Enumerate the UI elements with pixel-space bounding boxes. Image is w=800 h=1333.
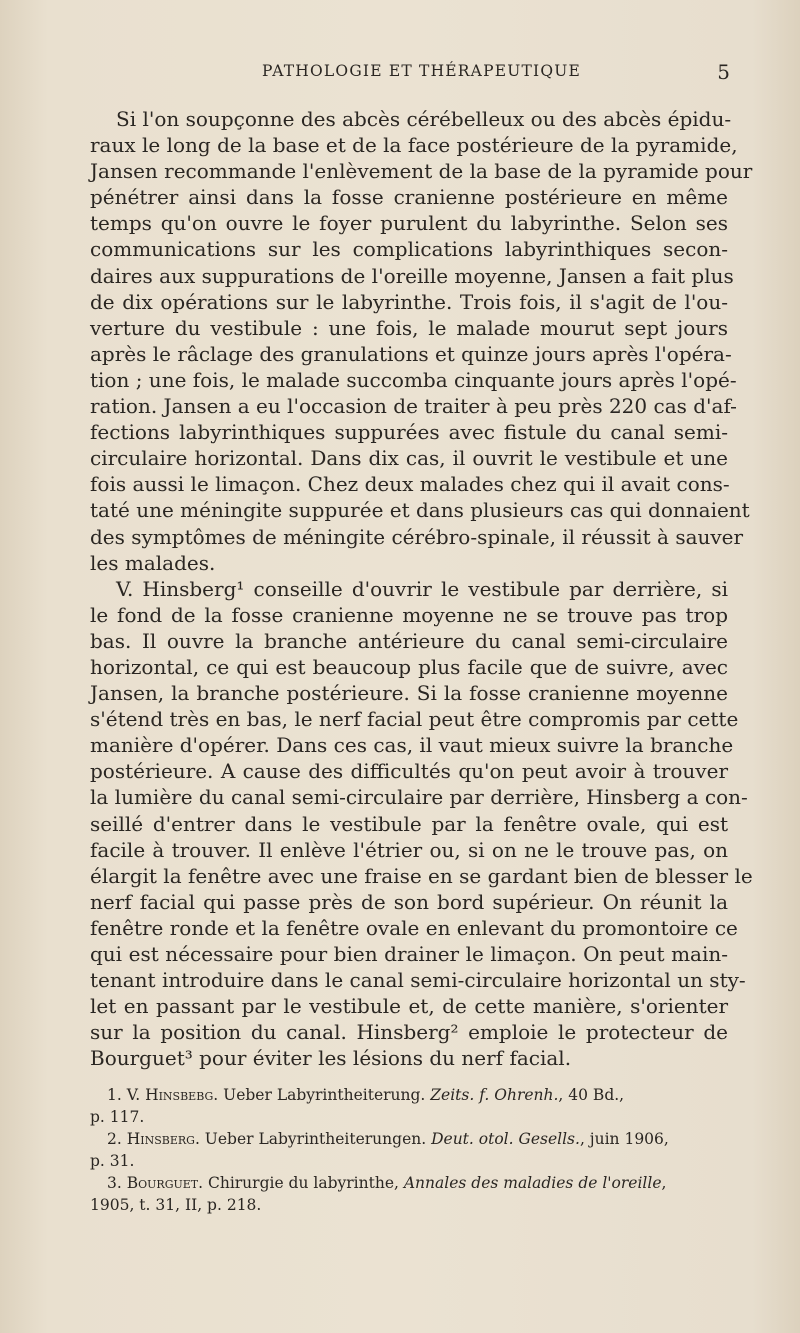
- text-line: raux le long de la base et de la face postérieure de la pyramide,: [90, 133, 738, 158]
- text-line: horizontal, ce qui est beaucoup plus facile que de suivre, avec: [90, 654, 728, 679]
- text-line: circulaire horizontal. Dans dix cas, il ouvrit le vestibule et une: [90, 446, 728, 471]
- text-line: Jansen recommande l'enlèvement de la base de la pyramide pour: [90, 159, 753, 184]
- text-line: fois aussi le limaçon. Chez deux malades chez qui il avait cons-: [90, 472, 730, 497]
- text-line: tenant introduire dans le canal semi-circulaire horizontal un sty-: [90, 968, 746, 993]
- footnote-1-continuation: p. 117.: [90, 1108, 145, 1126]
- text-line: la lumière du canal semi-circulaire par derrière, Hinsberg a con-: [90, 785, 748, 810]
- text-line: sur la position du canal. Hinsberg² emploie le protecteur de: [90, 1020, 728, 1045]
- text-line: élargit la fenêtre avec une fraise en se gardant bien de blesser le: [90, 863, 753, 888]
- text-line: nerf facial qui passe près de son bord supérieur. On réunit la: [90, 889, 728, 914]
- text-line: bas. Il ouvre la branche antérieure du canal semi-circulaire: [90, 628, 728, 653]
- text-line: pénétrer ainsi dans la fosse cranienne postérieure en même: [90, 185, 728, 210]
- text-line: verture du vestibule : une fois, le malade mourut sept jours: [90, 315, 728, 340]
- page-number: 5: [717, 60, 730, 84]
- running-title: PATHOLOGIE ET THÉRAPEUTIQUE: [262, 62, 582, 80]
- text-line: Bourguet³ pour éviter les lésions du nerf facial.: [90, 1046, 572, 1071]
- text-line: postérieure. A cause des difficultés qu'on peut avoir à trouver: [90, 759, 728, 784]
- footnote-2: 2. Hinsberg. Ueber Labyrintheiterungen. Deut. otol. Gesells., juin 1906,: [107, 1130, 669, 1148]
- text-line: après le râclage des granulations et quinze jours après l'opéra-: [90, 341, 732, 366]
- text-line: facile à trouver. Il enlève l'étrier ou, si on ne le trouve pas, on: [90, 837, 728, 862]
- text-line: taté une méningite suppurée et dans plusieurs cas qui donnaient: [90, 498, 750, 523]
- text-line: communications sur les complications labyrinthiques secon-: [90, 237, 728, 262]
- text-line: ration. Jansen a eu l'occasion de traiter à peu près 220 cas d'af-: [90, 394, 737, 419]
- text-line: le fond de la fosse cranienne moyenne ne se trouve pas trop: [90, 602, 728, 627]
- text-line: fenêtre ronde et la fenêtre ovale en enlevant du promontoire ce: [90, 915, 738, 940]
- footnote-3-continuation: 1905, t. 31, II, p. 218.: [90, 1196, 262, 1214]
- text-line: manière d'opérer. Dans ces cas, il vaut mieux suivre la branche: [90, 733, 734, 758]
- text-line: Jansen, la branche postérieure. Si la fosse cranienne moyenne: [90, 681, 728, 706]
- text-line: let en passant par le vestibule et, de cette manière, s'orienter: [90, 994, 728, 1019]
- text-line: s'étend très en bas, le nerf facial peut être compromis par cette: [90, 707, 739, 732]
- text-line: seillé d'entrer dans le vestibule par la fenêtre ovale, qui est: [90, 811, 728, 836]
- text-line: tion ; une fois, le malade succomba cinquante jours après l'opé-: [90, 367, 737, 392]
- text-line: temps qu'on ouvre le foyer purulent du labyrinthe. Selon ses: [90, 211, 728, 236]
- text-line: qui est nécessaire pour bien drainer le limaçon. On peut main-: [90, 942, 728, 966]
- text-line: fections labyrinthiques suppurées avec fistule du canal semi-: [90, 420, 728, 445]
- footnote-2-continuation: p. 31.: [90, 1152, 135, 1170]
- text-line: daires aux suppurations de l'oreille moyenne, Jansen a fait plus: [90, 263, 734, 288]
- page-header: [90, 60, 730, 92]
- text-line: les malades.: [90, 550, 216, 575]
- text-line: de dix opérations sur le labyrinthe. Trois fois, il s'agit de l'ou-: [90, 289, 728, 314]
- text-line: V. Hinsberg¹ conseille d'ouvrir le vestibule par derrière, si: [116, 576, 728, 601]
- footnotes: [90, 1084, 730, 1216]
- footnote-3: 3. Bourguet. Chirurgie du labyrinthe, Annales des maladies de l'oreille,: [107, 1174, 667, 1192]
- text-line: Si l'on soupçonne des abcès cérébelleux ou des abcès épidu-: [116, 107, 732, 131]
- body-text: [90, 106, 753, 1071]
- text-line: des symptômes de méningite cérébro-spinale, il réussit à sauver: [90, 524, 744, 549]
- footnote-1: 1. V. Hinsbebg. Ueber Labyrintheiterung. Zeits. f. Ohrenh., 40 Bd.,: [107, 1086, 625, 1104]
